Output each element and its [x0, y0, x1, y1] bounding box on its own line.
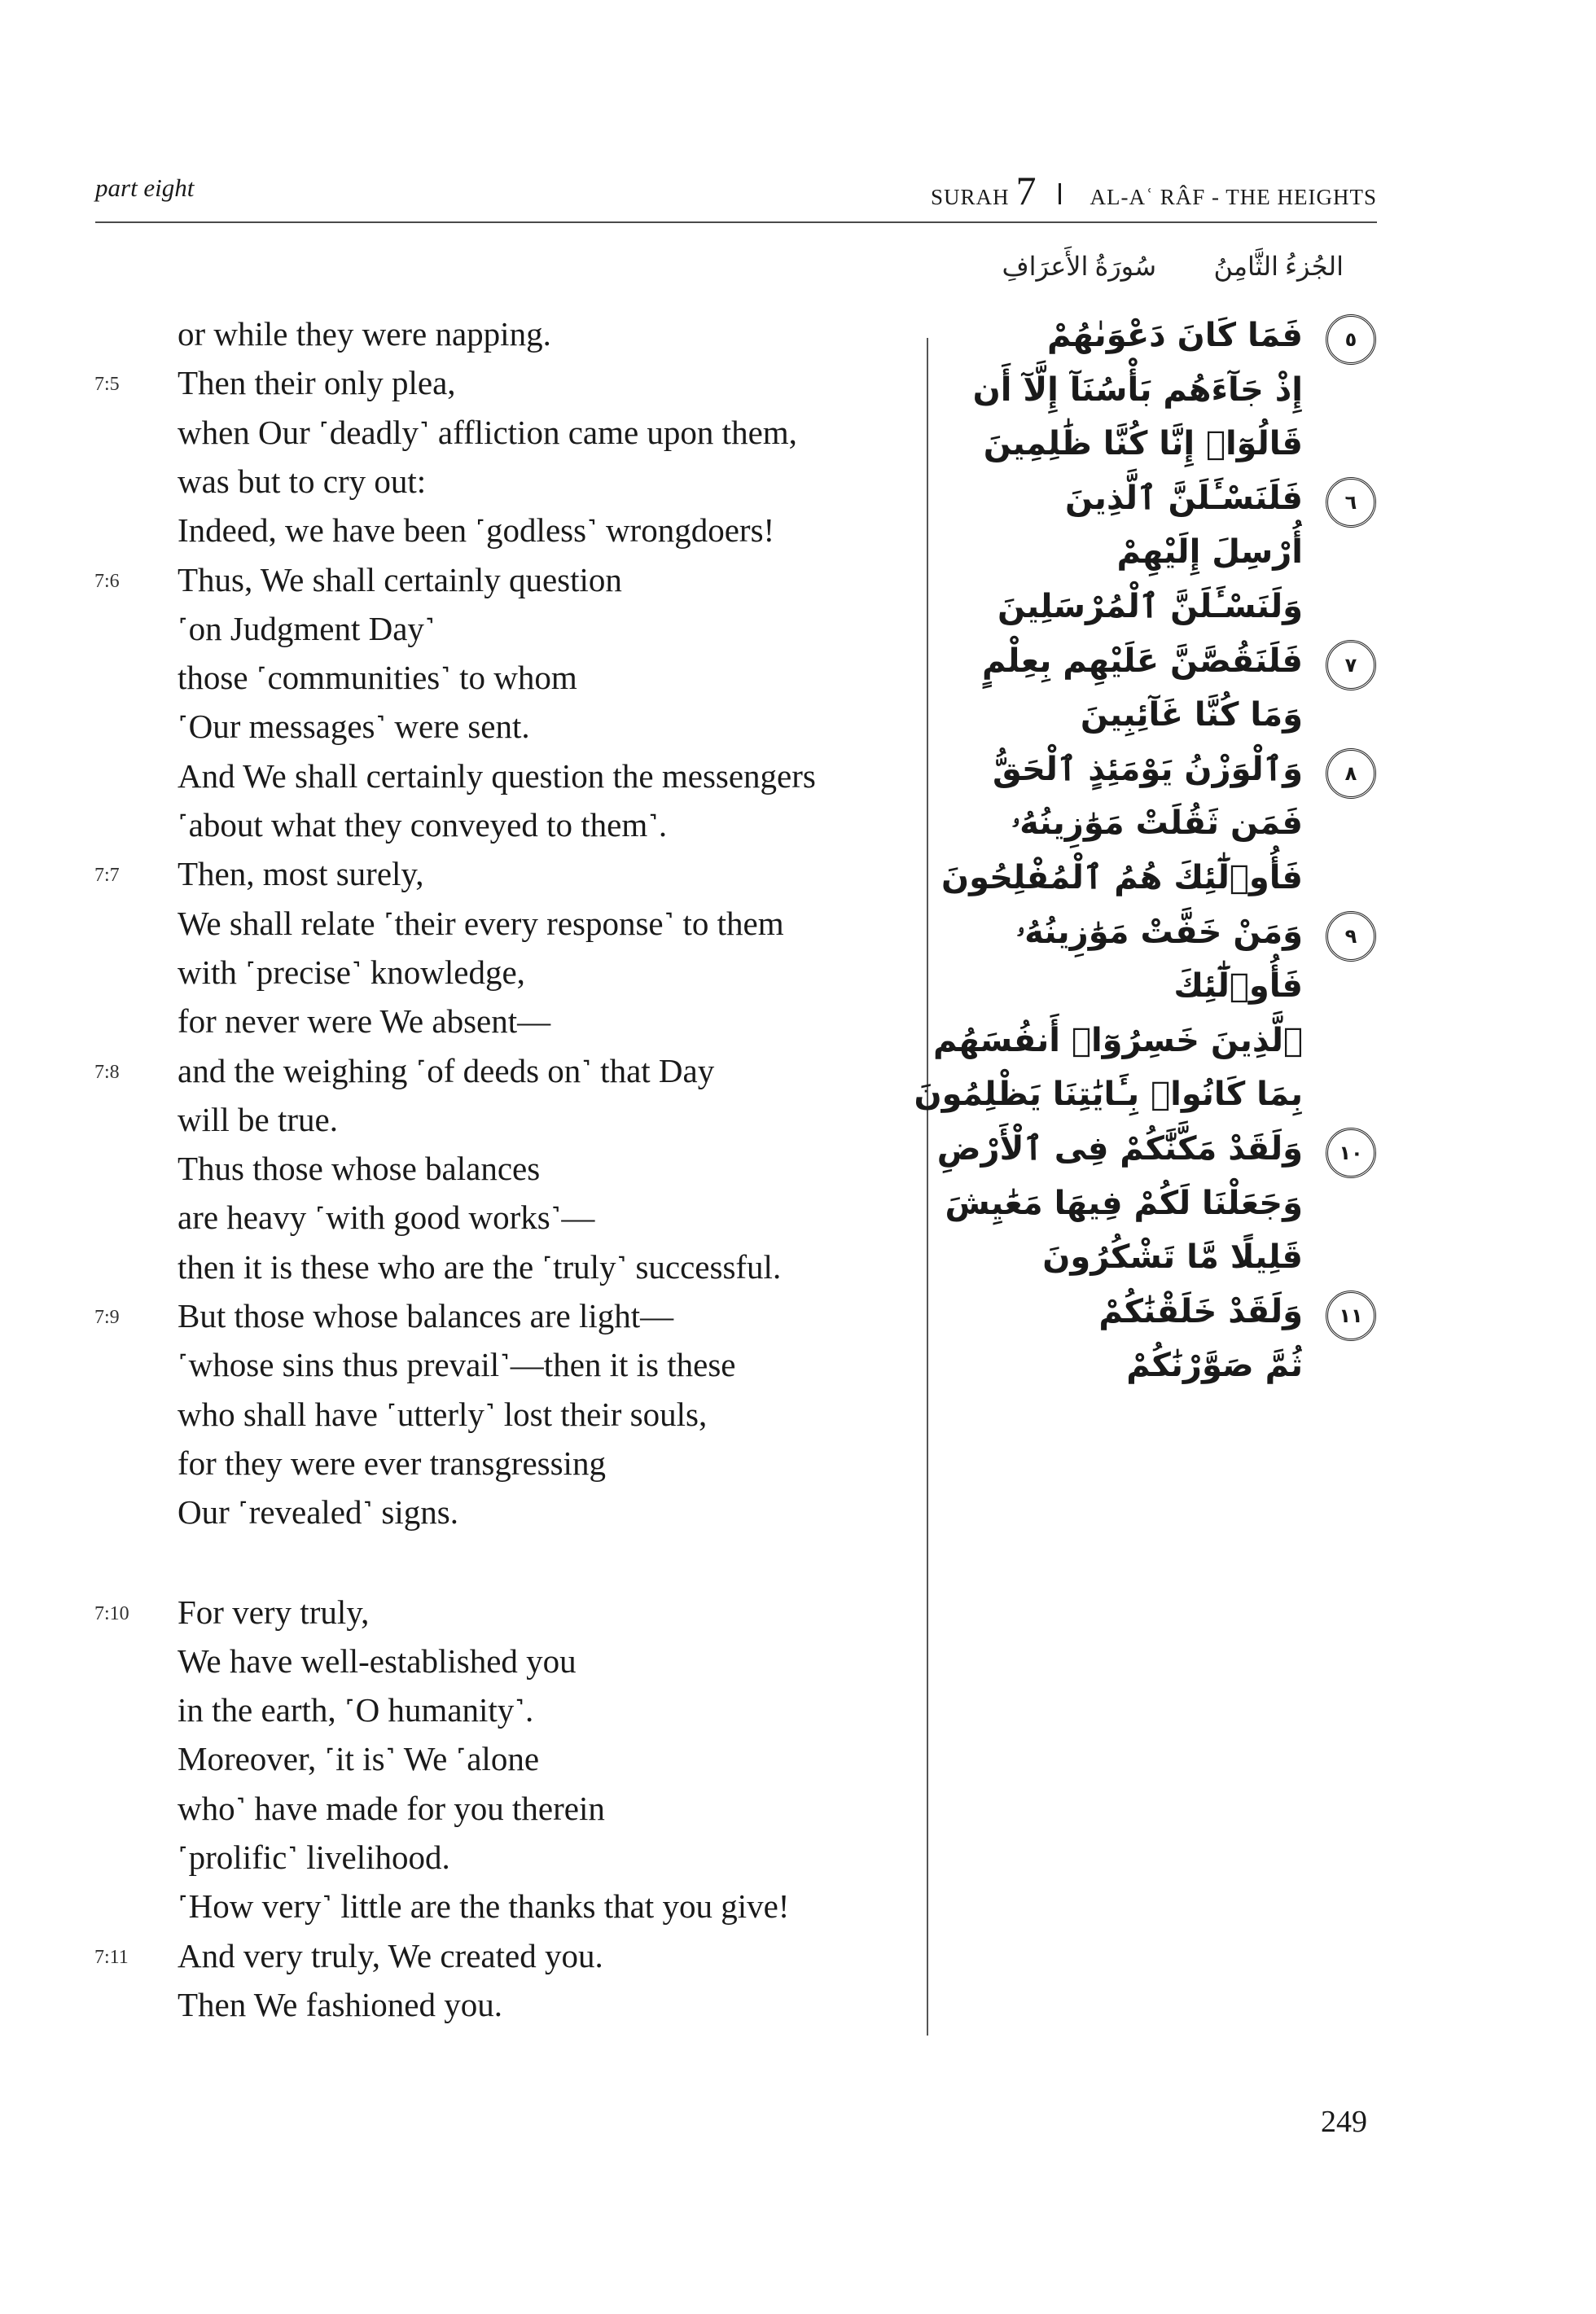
ayah-marker: ٦: [1326, 477, 1376, 528]
english-line: [0, 1685, 896, 1734]
english-line: [0, 1588, 896, 1637]
english-line: [0, 948, 896, 997]
verse-number: 7:5: [94, 374, 120, 396]
english-line: [0, 604, 896, 653]
arabic-line: [953, 743, 1376, 797]
english-line-text: For very truly,: [178, 1593, 370, 1631]
english-line: [0, 702, 896, 751]
english-line-text: for they were ever transgressing: [178, 1444, 606, 1482]
arabic-line-text: وَمَنْ خَفَّتْ مَوَٰزِينُهُۥ: [1016, 913, 1303, 951]
english-line-text: Then We fashioned you.: [178, 1985, 503, 2023]
arabic-line: [940, 852, 1376, 905]
english-line-text: with ˹precise˺ knowledge,: [178, 953, 525, 991]
english-line: [0, 1637, 896, 1685]
arabic-line-text: فَلَنَسْـَٔلَنَّ ٱلَّذِينَ: [1064, 479, 1303, 517]
arabic-line-text: وَلَقَدْ خَلَقْنَٰكُمْ: [1098, 1292, 1303, 1330]
english-line-text: Then their only plea,: [178, 364, 456, 402]
english-line: [0, 358, 896, 407]
english-line: [0, 1193, 896, 1242]
surah-header: [931, 167, 1377, 214]
surah-label: SURAH: [930, 185, 1010, 209]
ayah-marker: ٥: [1326, 314, 1376, 365]
english-line-text: ˹Our messages˺ were sent.: [178, 708, 530, 746]
arabic-line: [953, 418, 1376, 471]
arabic-line: [953, 581, 1376, 634]
column-divider: [927, 338, 928, 2036]
arabic-line-text: وَلَنَسْـَٔلَنَّ ٱلْمُرْسَلِينَ: [998, 588, 1303, 625]
english-line: [0, 1833, 896, 1882]
english-line-text: are heavy ˹with good works˺—: [178, 1199, 595, 1237]
english-line-text: And We shall certainly question the messengers: [178, 756, 816, 795]
english-line: [0, 1931, 896, 1980]
arabic-line-text: قَلِيلًا مَّا تَشْكُرُونَ: [1042, 1238, 1303, 1277]
verse-number: 7:7: [94, 865, 120, 887]
arabic-line-text: وَٱلْوَزْنُ يَوْمَئِذٍ ٱلْحَقُّ: [992, 750, 1303, 788]
english-line-text: will be true.: [178, 1100, 338, 1138]
arabic-line-text: فَمَا كَانَ دَعْوَىٰهُمْ: [1046, 317, 1303, 354]
english-line: [0, 1242, 896, 1291]
arabic-line-text: بِمَا كَانُوا۟ بِـَٔايَٰتِنَا يَظْلِمُونَ: [914, 1076, 1303, 1114]
arabic-line: [953, 906, 1376, 960]
english-line: [0, 997, 896, 1045]
english-line-text: Moreover, ˹it is˺ We ˹alone: [178, 1740, 540, 1778]
arabic-line-text: فَمَن ثَقُلَتْ مَوَٰزِينُهُۥ: [1011, 804, 1303, 843]
english-line-text: ˹whose sins thus prevail˺—then it is these: [178, 1346, 736, 1384]
english-line: [0, 1046, 896, 1095]
ayah-marker: ٨: [1326, 748, 1376, 799]
english-line-text: ˹How very˺ little are the thanks that you give!: [178, 1887, 790, 1926]
english-line-text: for never were We absent—: [178, 1002, 551, 1041]
arabic-juz-header: الجُزءُ الثَّامِنُ: [1213, 252, 1344, 281]
english-line-text: those ˹communities˺ to whom: [178, 659, 577, 697]
verse-number: 7:8: [94, 1061, 120, 1083]
english-line-text: or while they were napping.: [178, 315, 551, 353]
arabic-line: [936, 1123, 1376, 1177]
ayah-marker: ٩: [1326, 911, 1376, 962]
arabic-line-text: فَلَنَقُصَّنَّ عَلَيْهِم بِعِلْمٍ: [982, 642, 1303, 680]
arabic-line-text: ثُمَّ صَوَّرْنَٰكُمْ: [1126, 1347, 1303, 1385]
english-line: [0, 1390, 896, 1439]
arabic-line: [953, 1339, 1376, 1393]
arabic-surah-header: سُورَةُ الأَعرَافِ: [1002, 252, 1156, 281]
arabic-line: [953, 526, 1376, 580]
english-line: [0, 1095, 896, 1144]
english-line: [0, 506, 896, 554]
english-line-text: We have well-established you: [178, 1641, 577, 1680]
verse-number: 7:11: [94, 1946, 129, 1968]
english-line-text: Then, most surely,: [178, 855, 424, 893]
english-line-text: ˹prolific˺ livelihood.: [178, 1838, 450, 1876]
english-line-text: But those whose balances are light—: [178, 1297, 674, 1334]
arabic-line: [953, 635, 1376, 689]
arabic-line-text: أُرْسِلَ إِلَيْهِمْ: [1116, 533, 1303, 572]
english-line: [0, 1980, 896, 2029]
ayah-marker: ٧: [1326, 640, 1376, 690]
english-line: [0, 899, 896, 948]
english-line: [0, 1340, 896, 1389]
english-line-text: was but to cry out:: [178, 462, 427, 500]
running-header: [95, 167, 1377, 224]
english-line: [0, 1439, 896, 1488]
arabic-line: [953, 960, 1376, 1014]
arabic-line-text: قَالُوٓا۟ إِنَّا كُنَّا ظَٰلِمِينَ: [983, 425, 1303, 463]
english-line-text: ˹about what they conveyed to them˺.: [178, 806, 668, 844]
arabic-line: [933, 1015, 1376, 1068]
english-line: [0, 1488, 896, 1536]
header-separator: [1059, 183, 1061, 204]
english-line: [0, 555, 896, 604]
english-line-text: who˺ have made for you therein: [178, 1789, 605, 1827]
arabic-line: [953, 797, 1376, 851]
ayah-marker: ١٠: [1326, 1128, 1376, 1178]
arabic-line: [953, 1286, 1376, 1339]
surah-number: 7: [1015, 168, 1037, 213]
english-line: [0, 1784, 896, 1833]
english-line: [0, 1291, 896, 1340]
arabic-line-text: فَأُو۟لَٰٓئِكَ هُمُ ٱلْمُفْلِحُونَ: [940, 859, 1303, 896]
english-line: [0, 309, 896, 358]
english-line-text: ˹on Judgment Day˺: [178, 609, 436, 647]
english-line-text: Thus those whose balances: [178, 1150, 541, 1188]
arabic-line: [953, 364, 1376, 418]
arabic-line: [953, 1231, 1376, 1285]
surah-title: AL-Aʿ RÂF - THE HEIGHTS: [1090, 185, 1377, 209]
arabic-line-text: ٱلَّذِينَ خَسِرُوٓا۟ أَنفُسَهُم: [933, 1021, 1303, 1059]
english-line: [0, 1882, 896, 1931]
arabic-line-text: وَلَقَدْ مَكَّنَّٰكُمْ فِى ٱلْأَرْضِ: [936, 1130, 1303, 1168]
english-line: [0, 457, 896, 506]
english-line: [0, 849, 896, 898]
english-line-text: and the weighing ˹of deeds on˺ that Day: [178, 1051, 715, 1089]
english-line-text: Our ˹revealed˺ signs.: [178, 1493, 458, 1532]
english-line-text: And very truly, We created you.: [178, 1936, 603, 1974]
arabic-line-text: فَأُو۟لَٰٓئِكَ: [1173, 967, 1303, 1006]
english-line-text: Indeed, we have been ˹godless˺ wrongdoers!: [178, 511, 775, 550]
english-line: [0, 653, 896, 702]
english-line-text: when Our ˹deadly˺ affliction came upon them,: [178, 413, 797, 451]
arabic-line: [914, 1068, 1376, 1122]
page-number: 249: [1321, 2105, 1367, 2139]
english-line-text: in the earth, ˹O humanity˺.: [178, 1691, 534, 1729]
ayah-marker: ١١: [1326, 1291, 1376, 1341]
english-line: [0, 1144, 896, 1193]
arabic-line: [953, 309, 1376, 363]
english-line-text: Thus, We shall certainly question: [178, 560, 622, 598]
arabic-line-text: وَجَعَلْنَا لَكُمْ فِيهَا مَعَٰيِشَ: [945, 1184, 1303, 1222]
part-label: part eight: [95, 173, 195, 202]
header-rule: [95, 221, 1377, 223]
english-line: [0, 1734, 896, 1783]
arabic-line: [953, 689, 1376, 743]
english-line: [0, 752, 896, 800]
arabic-line: [945, 1177, 1376, 1231]
verse-number: 7:10: [94, 1602, 129, 1624]
english-line-text: We shall relate ˹their every response˺ to them: [178, 904, 784, 942]
arabic-line-text: إِذْ جَآءَهُم بَأْسُنَآ إِلَّآ أَن: [972, 370, 1303, 409]
verse-number: 7:9: [94, 1307, 120, 1328]
english-line-text: who shall have ˹utterly˺ lost their souls,: [178, 1395, 708, 1433]
verse-number: 7:6: [94, 570, 120, 592]
arabic-line: [953, 472, 1376, 526]
english-line: [0, 408, 896, 457]
english-line-text: then it is these who are the ˹truly˺ successful.: [178, 1247, 782, 1286]
arabic-line-text: وَمَا كُنَّا غَآئِبِينَ: [1080, 696, 1303, 734]
english-line: [0, 800, 896, 849]
